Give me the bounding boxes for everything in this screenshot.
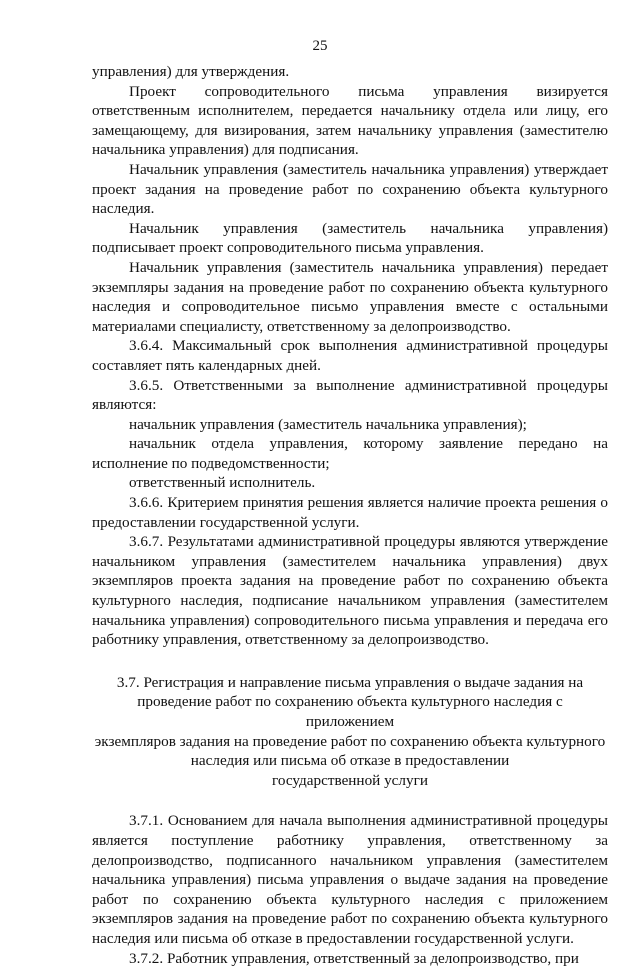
paragraph: Проект сопроводительного письма управления визируется ответственным исполнителем, передается начальнику отдела или лицу, его замещающему, для визирования, затем начальнику управления (заместителю начальника управления) для подписания. xyxy=(92,82,608,159)
section-heading-3-7 xyxy=(92,673,608,791)
paragraph: Начальник управления (заместитель начальника управления) утверждает проект задания на проведение работ по сохранению объекта культурного наследия. xyxy=(92,160,608,218)
page-number: 25 xyxy=(312,38,328,54)
paragraph-3-7-1: 3.7.1. Основанием для начала выполнения административной процедуры является поступление работнику управления, ответственному за делопроизводство, подписанного начальником управления (заместителем начальника управления) письма управления о выдаче задания на проведение работ по сохранению объекта культурного наследия с приложением экземпляров задания на проведение работ по сохранению объекта культурного наследия или письма об отказе в предоставлении государственной услуги. xyxy=(92,812,608,947)
list-item: ответственный исполнитель. xyxy=(129,474,316,492)
paragraph-3-7-2: 3.7.2. Работник управления, ответственный за делопроизводство, при xyxy=(129,949,579,967)
spacer xyxy=(92,790,608,811)
paragraph-3-6-5: 3.6.5. Ответственными за выполнение административной процедуры являются: xyxy=(92,376,608,414)
paragraph-3-6-7: 3.6.7. Результатами административной процедуры являются утверждение начальником управления (заместителем начальника управления) двух экземпляров проекта задания на проведение работ по сохранению объекта культурного наследия, подписание начальником управления (заместителем начальника управления) сопроводительного письма управления и передача его работнику управления, ответственному за делопроизводство. xyxy=(92,533,608,649)
spacer xyxy=(92,650,608,673)
paragraph-3-6-6: 3.6.6. Критерием принятия решения является наличие проекта решения о предоставлении государственной услуги. xyxy=(92,494,608,531)
document-body xyxy=(92,62,608,968)
heading-line: наследия или письма об отказе в предоставлении xyxy=(190,752,510,770)
paragraph-continuation: управления) для утверждения. xyxy=(92,63,290,80)
paragraph-3-6-4: 3.6.4. Максимальный срок выполнения административной процедуры составляет пять календарных дней. xyxy=(92,337,608,374)
paragraph: Начальник управления (заместитель начальника управления) передает экземпляры задания на проведение работ по сохранению объекта культурного наследия и сопроводительное письмо управления вместе с остальными материалами специалисту, ответственному за делопроизводство. xyxy=(92,258,608,335)
heading-line: экземпляров задания на проведение работ по сохранению объекта культурного xyxy=(94,732,606,750)
list-item: начальник отдела управления, которому заявление передано на исполнение по подведомственности; xyxy=(92,435,608,472)
paragraph: Начальник управления (заместитель начальника управления) подписывает проект сопроводительного письма управления. xyxy=(92,219,608,257)
list-item: начальник управления (заместитель начальника управления); xyxy=(129,415,527,433)
heading-line: проведение работ по сохранению объекта культурного наследия с приложением xyxy=(137,693,563,730)
heading-line: государственной услуги xyxy=(272,771,428,789)
heading-line: 3.7. Регистрация и направление письма управления о выдаче задания на xyxy=(116,673,584,691)
